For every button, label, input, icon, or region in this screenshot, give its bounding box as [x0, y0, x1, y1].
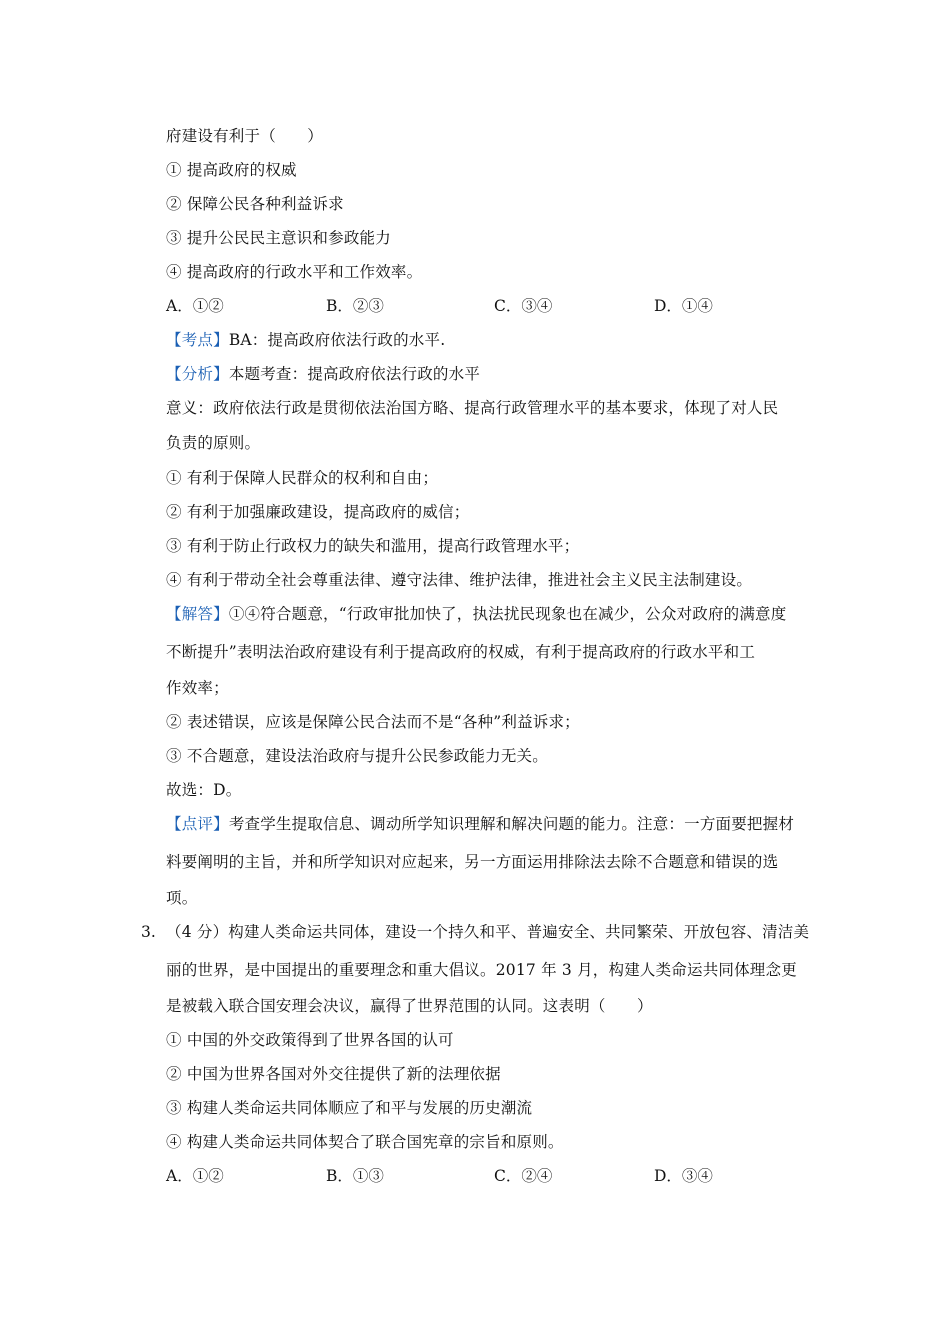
analysis-line: ④ 有利于带动全社会尊重法律、遵守法律、维护法律，推进社会主义民主法制建设。: [166, 571, 753, 589]
q3-number: 3.: [141, 923, 156, 941]
q3-stem-line: （4 分）构建人类命运共同体，建设一个持久和平、普遍安全、共同繁荣、开放包容、清洁美: [166, 923, 810, 941]
dianping-line: 项。: [166, 889, 198, 907]
q2-item-2: ② 保障公民各种利益诉求: [166, 195, 344, 213]
jieda-line: 不断提升”表明法治政府建设有利于提高政府的权威，有利于提高政府的行政水平和工: [166, 643, 756, 661]
q3-option-a[interactable]: A．①②: [166, 1167, 224, 1185]
q2-option-a[interactable]: A．①②: [166, 297, 224, 315]
q2-option-c[interactable]: C．③④: [494, 297, 553, 315]
q2-item-4: ④ 提高政府的行政水平和工作效率。: [166, 263, 423, 281]
q2-stem-tail: 府建设有利于（ ）: [166, 127, 324, 145]
kaodian-text: BA：提高政府依法行政的水平.: [228, 331, 446, 349]
fenxi-tag: 【分析】: [166, 365, 229, 383]
q3-item-2: ② 中国为世界各国对外交往提供了新的法理依据: [166, 1065, 501, 1083]
dianping-line: 料要阐明的主旨，并和所学知识对应起来，另一方面运用排除法去除不合题意和错误的选: [166, 853, 779, 871]
analysis-line: ② 有利于加强廉政建设，提高政府的威信；: [166, 503, 470, 521]
q3-stem-line: 丽的世界，是中国提出的重要理念和重大倡议。2017 年 3 月，构建人类命运共同体理念更: [166, 961, 797, 979]
jieda-line: ③ 不合题意，建设法治政府与提升公民参政能力无关。: [166, 747, 548, 765]
q2-option-d[interactable]: D．①④: [654, 297, 713, 315]
jieda-line: ② 表述错误，应该是保障公民合法而不是“各种”利益诉求；: [166, 713, 580, 731]
analysis-line: 负责的原则。: [166, 434, 261, 452]
q3-item-1: ① 中国的外交政策得到了世界各国的认可: [166, 1031, 454, 1049]
jieda-tag: 【解答】: [166, 605, 229, 623]
fenxi-text: 本题考查：提高政府依法行政的水平: [228, 365, 481, 383]
analysis-line: 意义：政府依法行政是贯彻依法治国方略、提高行政管理水平的基本要求，体现了对人民: [166, 399, 779, 417]
analysis-line: ③ 有利于防止行政权力的缺失和滥用，提高行政管理水平；: [166, 537, 580, 555]
jieda-line: 作效率；: [166, 679, 229, 697]
q3-item-4: ④ 构建人类命运共同体契合了联合国宪章的宗旨和原则。: [166, 1133, 564, 1151]
dianping-tag: 【点评】: [166, 815, 229, 833]
analysis-line: ① 有利于保障人民群众的权利和自由；: [166, 469, 439, 487]
q3-stem-line: 是被载入联合国安理会决议，赢得了世界范围的认同。这表明（ ）: [166, 997, 653, 1015]
jieda-answer: 故选：D。: [166, 781, 242, 799]
q2-item-3: ③ 提升公民民主意识和参政能力: [166, 229, 391, 247]
kaodian-tag: 【考点】: [166, 331, 229, 349]
dianping-text: 考查学生提取信息、调动所学知识理解和解决问题的能力。注意：一方面要把握材: [228, 815, 795, 833]
q3-option-b[interactable]: B．①③: [326, 1167, 384, 1185]
jieda-line: [166, 604, 786, 624]
jieda-text: ①④符合题意，“行政审批加快了，执法扰民现象也在减少，公众对政府的满意度: [228, 605, 787, 623]
kaodian-line: [166, 330, 445, 350]
q2-item-1: ① 提高政府的权威: [166, 161, 297, 179]
q3-option-d[interactable]: D．③④: [654, 1167, 713, 1185]
fenxi-line: [166, 364, 480, 384]
q3-item-3: ③ 构建人类命运共同体顺应了和平与发展的历史潮流: [166, 1099, 533, 1117]
q3-option-c[interactable]: C．②④: [494, 1167, 553, 1185]
dianping-line: [166, 814, 794, 834]
q2-option-b[interactable]: B．②③: [326, 297, 384, 315]
